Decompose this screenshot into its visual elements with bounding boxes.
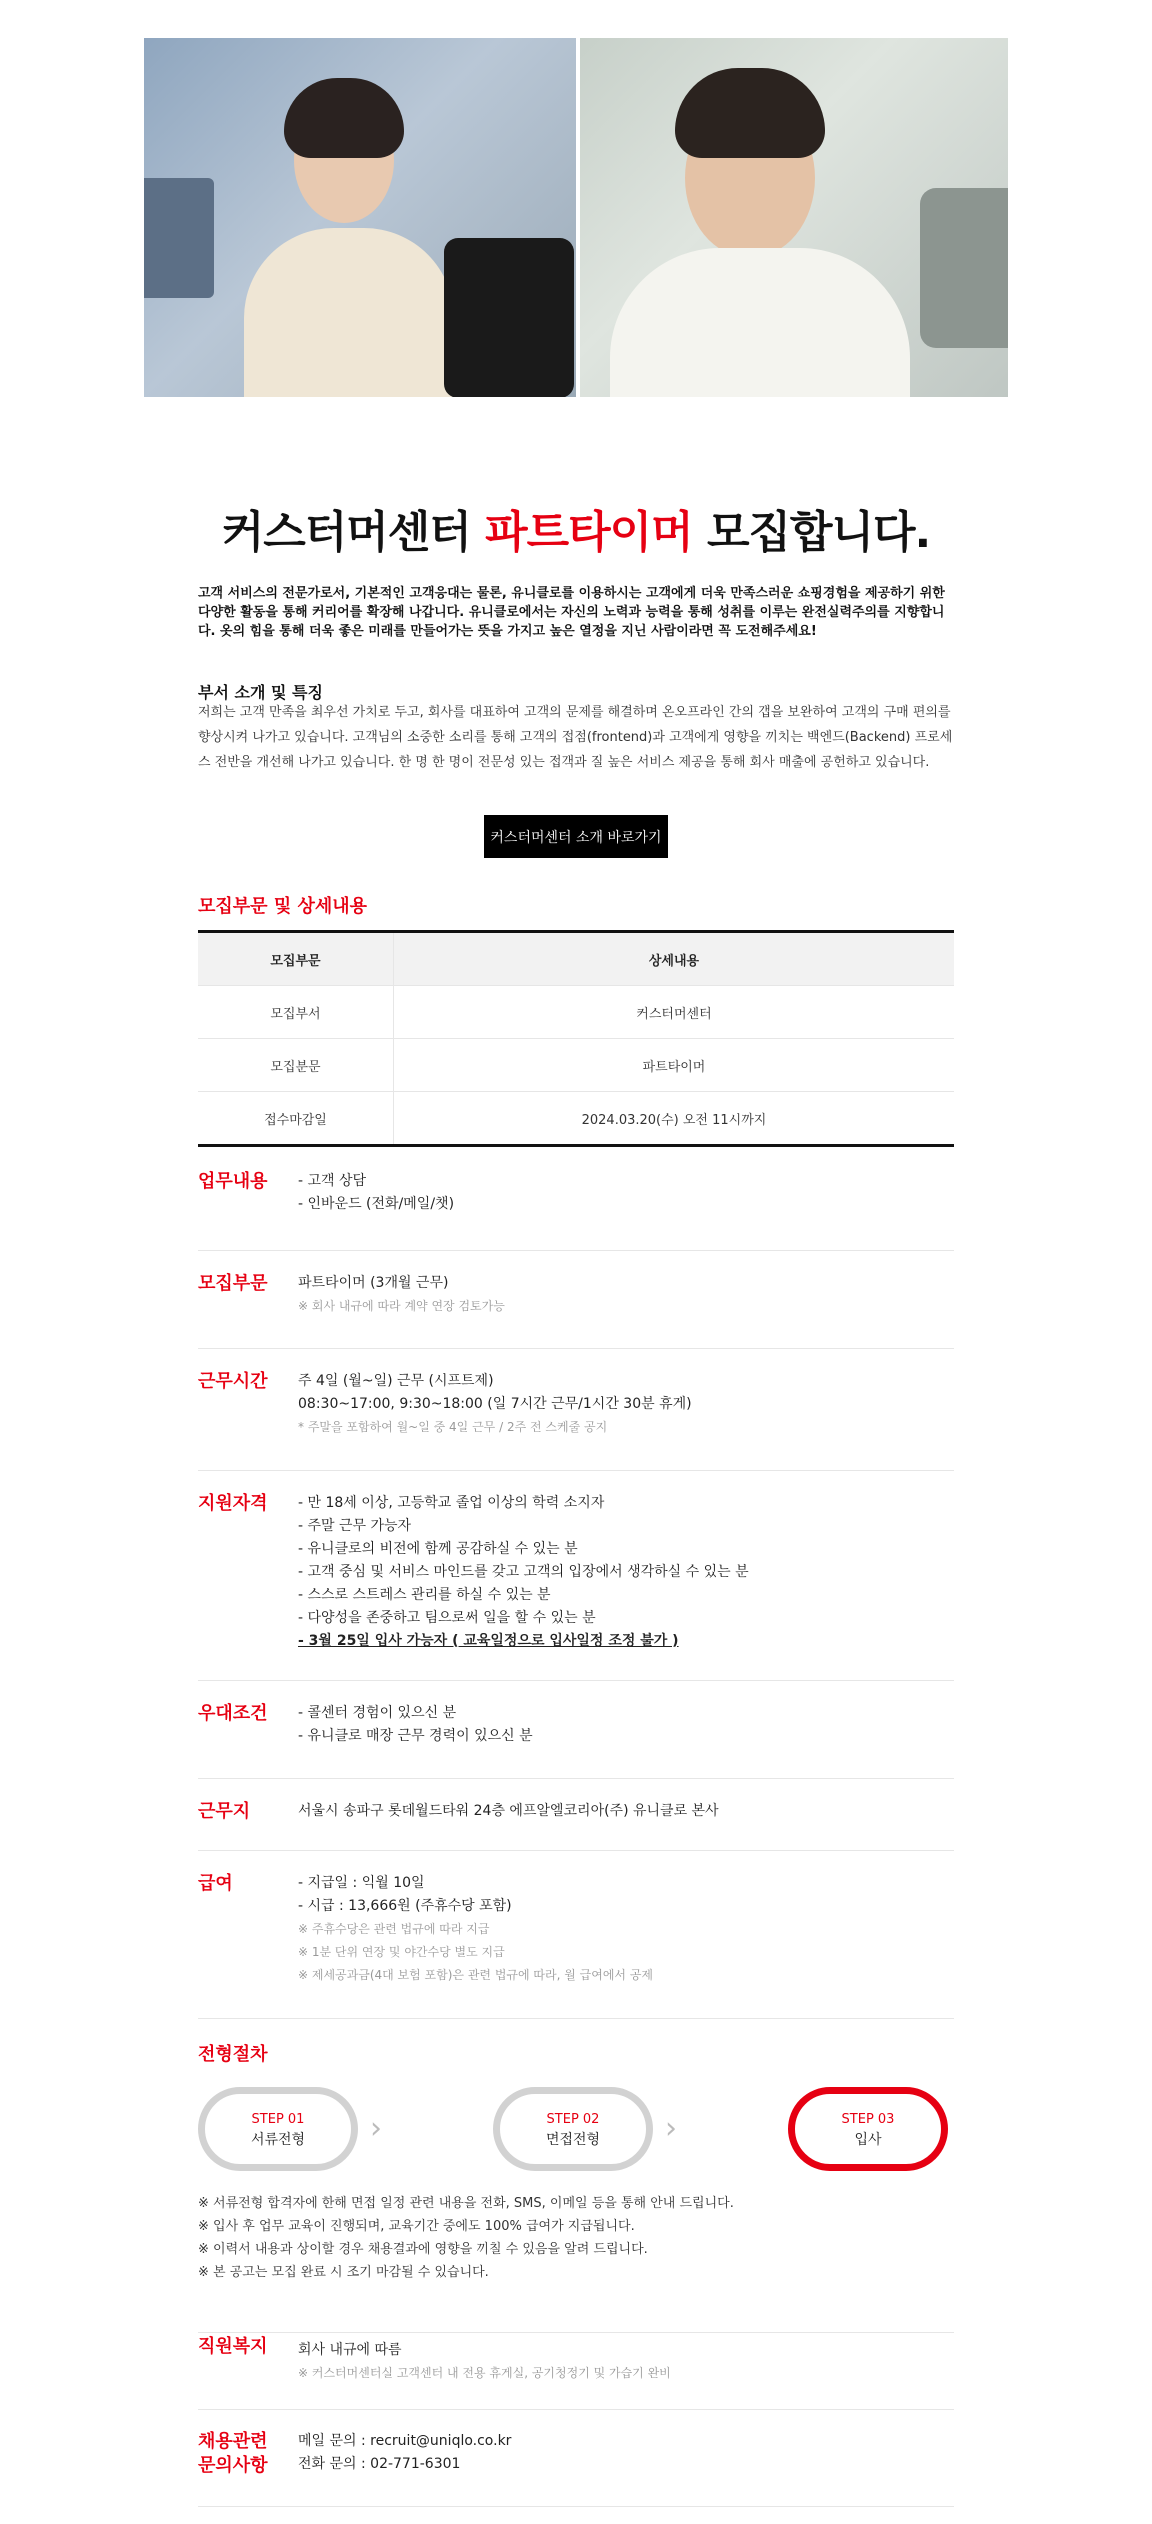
contact-label-line: 문의사항 [198, 2455, 268, 2476]
dept-description: 저희는 고객 만족을 최우선 가치로 두고, 회사를 대표하여 고객의 문제를 해결하며 온오프라인 간의 갭을 보완하여 고객의 구매 편의를 향상시켜 나가고 있습니다. 고객님의 소중한 소리를 통해 고객의 접점(frontend)과 고객에게 영향을 끼치는 백엔드(Backend) 프로세스 전반을 개선해 나가고 있습니다. 한 명 한 명이 전문성 있는 접객과 질 높은 서비스 제공을 통해 회사 매출에 공헌하고 있습니다. [198, 705, 953, 770]
contact-section [198, 2430, 954, 2507]
table-cell: 2024.03.20(수) 오전 11시까지 [393, 1092, 954, 1146]
section-content [298, 1492, 749, 1653]
page-title-highlight: 파트타이머 [485, 507, 693, 558]
table-header: 상세내용 [393, 932, 954, 986]
step-join [788, 2087, 948, 2171]
step-label: 면접전형 [545, 2132, 601, 2148]
table-row [198, 1039, 954, 1092]
list-item: - 고객 중심 및 서비스 마인드를 갖고 고객의 입장에서 생각하실 수 있는 분 [298, 1564, 749, 1580]
dept-title: 부서 소개 및 특징 [198, 683, 323, 702]
step-label: 서류전형 [250, 2132, 306, 2148]
list-item: 08:30~17:00, 9:30~18:00 (일 7시간 근무/1시간 30분 휴게) [298, 1396, 692, 1412]
hero-photo-agent-man [580, 38, 1008, 397]
list-item: - 스스로 스트레스 관리를 하실 수 있는 분 [298, 1587, 551, 1603]
recruit-section-title: 모집부문 및 상세내용 [198, 896, 368, 917]
note: ※ 커스터머센터실 고객센터 내 전용 휴게실, 공기청정기 및 가습기 완비 [298, 2366, 671, 2380]
section-label: 우대조건 [198, 1703, 268, 1724]
process-steps [198, 2087, 954, 2173]
section-content [298, 1272, 505, 1318]
note: ※ 제세공과금(4대 보험 포함)은 관련 법규에 따라, 월 급여에서 공제 [298, 1968, 653, 1982]
process-section [198, 2040, 954, 2066]
table-row [198, 1092, 954, 1146]
table-cell: 커스터머센터 [393, 986, 954, 1039]
qualification-section [198, 1492, 954, 1681]
list-item: 서울시 송파구 롯데월드타워 24층 에프알엘코리아(주) 유니클로 본사 [298, 1803, 719, 1819]
section-content [298, 1800, 719, 1823]
pay-section [198, 1872, 954, 2019]
section-label: 업무내용 [198, 1171, 268, 1192]
list-item: ※ 이력서 내용과 상이할 경우 채용결과에 영향을 끼칠 수 있음을 알려 드립니다. [198, 2242, 648, 2257]
list-item: - 시급 : 13,666원 (주휴수당 포함) [298, 1898, 512, 1914]
chevron-right-icon: › [665, 2111, 677, 2146]
section-content [298, 1370, 692, 1439]
list-item: ※ 본 공고는 모집 완료 시 조기 마감될 수 있습니다. [198, 2265, 489, 2280]
list-item: 회사 내규에 따름 [298, 2342, 402, 2358]
note: ※ 회사 내규에 따라 계약 연장 검토가능 [298, 1299, 505, 1313]
section-label [198, 2430, 268, 2478]
note: ※ 1분 단위 연장 및 야간수당 별도 지급 [298, 1945, 505, 1959]
section-content [298, 1702, 533, 1748]
section-label: 모집부문 [198, 1273, 268, 1294]
step-number: STEP 03 [841, 2112, 895, 2127]
list-item: - 유니클로의 비전에 함께 공감하실 수 있는 분 [298, 1541, 578, 1557]
section-label: 전형절차 [198, 2044, 268, 2065]
hours-section [198, 1370, 954, 1471]
contact-phone: 전화 문의 : 02-771-6301 [298, 2456, 461, 2472]
intro-text: 고객 서비스의 전문가로서, 기본적인 고객응대는 물론, 유니클로를 이용하시는 고객에게 더욱 만족스러운 쇼핑경험을 제공하기 위한 다양한 활동을 통해 커리어를 확장해 나갑니다. 유니클로에서는 자신의 노력과 능력을 통해 성취를 이루는 완전실력주의를 지향합니다. 옷의 힘을 통해 더욱 좋은 미래를 만들어가는 뜻을 가지고 높은 열정을 지닌 사람이라면 꼭 도전해주세요! [198, 586, 945, 639]
table-header-row [198, 932, 954, 986]
list-item: - 고객 상담 [298, 1173, 367, 1189]
list-item: ※ 서류전형 합격자에 한해 면접 일정 관련 내용을 전화, SMS, 이메일 등을 통해 안내 드립니다. [198, 2196, 734, 2211]
contact-label-line: 채용관련 [198, 2431, 268, 2452]
workplace-section [198, 1800, 954, 1851]
hero-photos [144, 38, 1008, 397]
list-item: - 만 18세 이상, 고등학교 졸업 이상의 학력 소지자 [298, 1495, 605, 1511]
step-interview [493, 2087, 653, 2171]
section-content [298, 1170, 454, 1216]
preference-section [198, 1702, 954, 1779]
list-item: - 주말 근무 가능자 [298, 1518, 412, 1534]
chevron-right-icon: › [370, 2111, 382, 2146]
section-content [298, 2339, 671, 2385]
hero-photo-agent-woman [144, 38, 576, 397]
section-content [298, 2430, 511, 2476]
table-cell: 파트타이머 [393, 1039, 954, 1092]
step-label: 입사 [854, 2132, 882, 2148]
list-item: - 다양성을 존중하고 팀으로써 일을 할 수 있는 분 [298, 1610, 596, 1626]
type-section [198, 1272, 954, 1349]
table-cell: 모집부서 [198, 986, 393, 1039]
emphasis-item: - 3월 25일 입사 가능자 ( 교육일정으로 입사일정 조정 불가 ) [298, 1633, 679, 1649]
list-item: - 인바운드 (전화/메일/챗) [298, 1196, 455, 1212]
note: * 주말을 포함하여 월~일 중 4일 근무 / 2주 전 스케줄 공지 [298, 1420, 608, 1434]
customer-center-intro-button[interactable]: 커스터머센터 소개 바로가기 [484, 815, 668, 858]
contact-email: 메일 문의 : recruit@uniqlo.co.kr [298, 2433, 512, 2449]
list-item: 주 4일 (월~일) 근무 (시프트제) [298, 1373, 494, 1389]
section-label: 근무시간 [198, 1371, 268, 1392]
section-label: 직원복지 [198, 2336, 268, 2357]
list-item: - 지급일 : 익월 10일 [298, 1875, 425, 1891]
duty-section [198, 1170, 954, 1251]
step-number: STEP 02 [546, 2112, 600, 2127]
step-document-screening [198, 2087, 358, 2171]
list-item: 파트타이머 (3개월 근무) [298, 1275, 449, 1291]
table-header: 모집부문 [198, 932, 393, 986]
table-cell: 접수마감일 [198, 1092, 393, 1146]
list-item: - 유니클로 매장 근무 경력이 있으신 분 [298, 1728, 533, 1744]
list-item: - 콜센터 경험이 있으신 분 [298, 1705, 457, 1721]
process-notes [198, 2192, 954, 2284]
section-label: 급여 [198, 1873, 233, 1894]
section-label: 근무지 [198, 1801, 251, 1822]
section-content [298, 1872, 653, 1987]
page-title: 커스터머센터 파트타이머 모집합니다. [221, 507, 931, 558]
table-row [198, 986, 954, 1039]
section-label: 지원자격 [198, 1493, 268, 1514]
recruit-info-table [198, 930, 954, 1147]
note: ※ 주휴수당은 관련 법규에 따라 지급 [298, 1922, 490, 1936]
table-cell: 모집분문 [198, 1039, 393, 1092]
list-item: ※ 입사 후 업무 교육이 진행되며, 교육기간 중에도 100% 급여가 지급됩니다. [198, 2219, 635, 2234]
welfare-section [198, 2332, 954, 2410]
step-number: STEP 01 [251, 2112, 305, 2127]
